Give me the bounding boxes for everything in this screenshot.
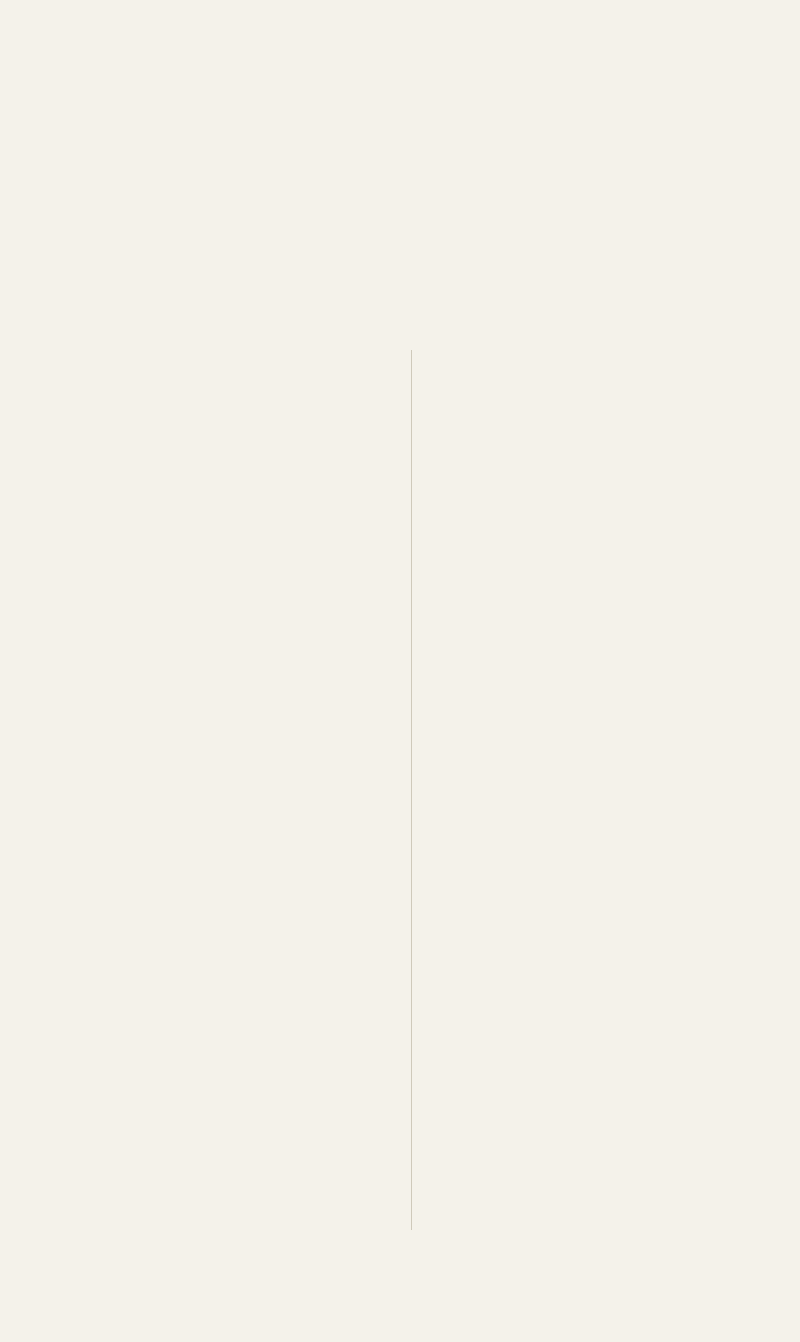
column-divider [411,350,412,1230]
column-guide-word [55,141,375,161]
index-column-right [419,141,739,163]
index-column-left [55,141,375,163]
column-guide-word [419,141,739,161]
